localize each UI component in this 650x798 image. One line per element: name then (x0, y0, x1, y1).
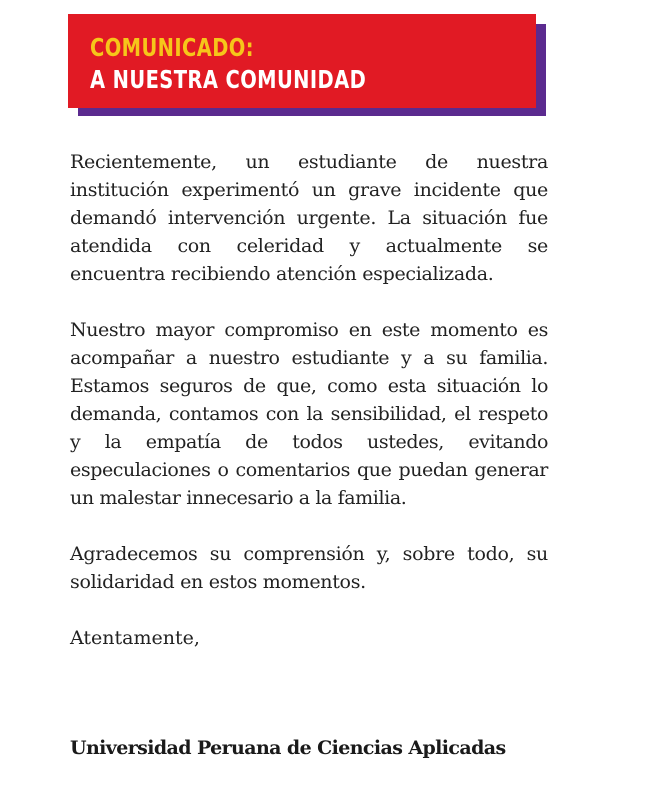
paragraph-thanks: Agradecemos su comprensión y, sobre todo, su solidaridad en estos momentos. (70, 543, 548, 593)
paragraph-commitment: Nuestro mayor compromiso en este momento es acompañar a nuestro estudiante y a su familia. Estamos seguros de que, como esta situación lo demanda, contamos con la sensibilidad, el respeto y la empatía de todos ustedes, evitando especulaciones o comentarios que puedan generar un malestar innecesario a la familia. (70, 319, 548, 509)
banner-kicker: COMUNICADO: (90, 33, 254, 62)
banner-box (68, 14, 536, 108)
communique-body (70, 148, 548, 652)
closing-salutation: Atentamente, (70, 627, 200, 649)
signature-institution: Universidad Peruana de Ciencias Aplicadas (70, 737, 506, 759)
paragraph-incident: Recientemente, un estudiante de nuestra institución experimentó un grave incidente que demandó intervención urgente. La situación fue atendida con celeridad y actualmente se encuentra recibiendo atención especializada. (70, 151, 548, 285)
header-banner (68, 14, 548, 118)
banner-title: A NUESTRA COMUNIDAD (90, 65, 367, 94)
